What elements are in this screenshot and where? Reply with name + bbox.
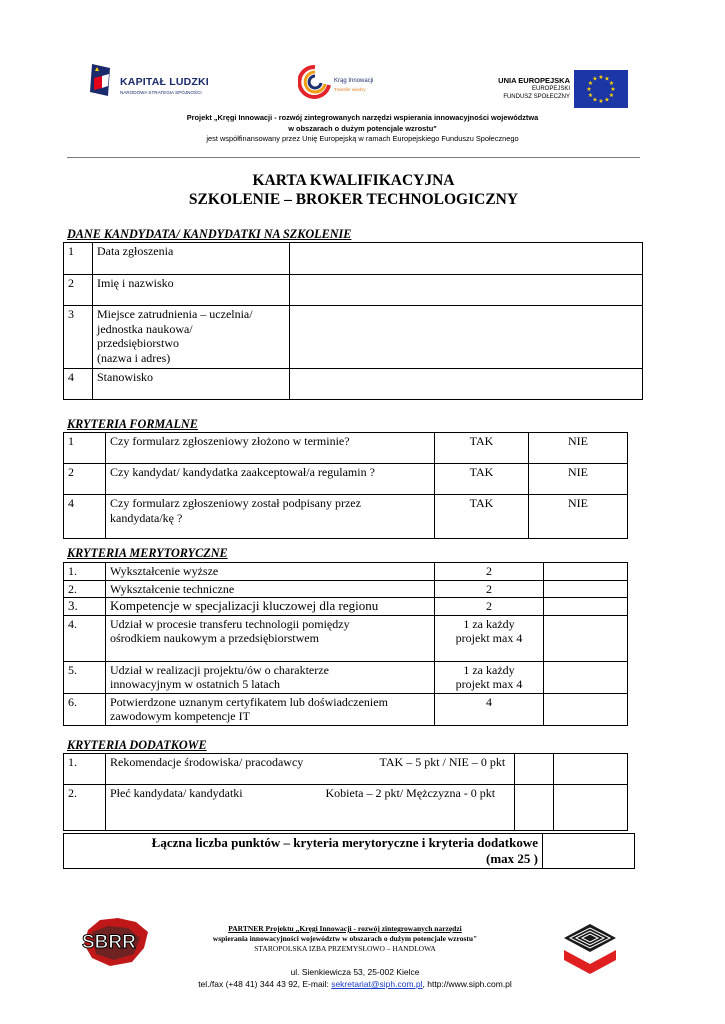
ue-fund-name (503, 86, 570, 101)
svg-text:★: ★ (587, 92, 594, 99)
total-label-line: (max 25 ) (486, 851, 538, 866)
svg-text:★: ★ (598, 98, 604, 105)
ue-fund-line1: EUROPEJSKI (531, 86, 570, 92)
row-label-line: ośrodkiem naukowym a przedsiębiorstwem (110, 631, 319, 645)
score-cell[interactable] (544, 661, 628, 693)
score-cell[interactable] (554, 754, 628, 785)
row-label (106, 495, 435, 539)
row-label: Data zgłoszenia (93, 243, 290, 275)
row-number: 5. (64, 661, 106, 693)
krag-innowacji-subtitle: Transfer wiedzy (334, 87, 366, 92)
row-label: Kompetencje w specjalizacji kluczowej dla regionu (106, 598, 435, 616)
score-cell[interactable] (554, 785, 628, 831)
answer-cell[interactable] (290, 275, 643, 306)
table-row (64, 834, 635, 869)
table-row (64, 598, 628, 616)
footer-address (150, 966, 560, 990)
formalne-table (63, 432, 628, 539)
row-number: 1 (64, 433, 106, 464)
row-number: 2. (64, 785, 106, 831)
sbrr-text: SBRR (82, 932, 136, 953)
points-line: projekt max 4 (455, 677, 523, 691)
row-label: Wykształcenie wyższe (106, 563, 435, 581)
criterion-points: Kobieta – 2 pkt/ Mężczyzna - 0 pkt (325, 786, 496, 800)
table-row (64, 785, 628, 831)
points-cell: 2 (435, 580, 544, 598)
tak-option[interactable]: TAK (435, 464, 529, 495)
row-label-line: Udział w realizacji projektu/ów o charakterze (110, 662, 329, 677)
svg-text:★: ★ (586, 86, 592, 93)
criterion-text: Płeć kandydata/ kandydatki (110, 786, 243, 800)
row-label-line: Czy formularz zgłoszeniowy został podpisany przez (110, 496, 361, 510)
row-number: 4 (64, 369, 93, 400)
row-label (106, 661, 435, 693)
row-label-line: Potwierdzone uznanym certyfikatem lub doświadczeniem (110, 694, 388, 709)
dodatkowe-table (63, 753, 628, 831)
total-label-line: Łączna liczba punktów – kryteria merytoryczne i kryteria dodatkowe (151, 835, 538, 850)
row-number: 1. (64, 563, 106, 581)
kapital-ludzki-logo (88, 62, 228, 102)
total-table (63, 833, 635, 869)
svg-text:★: ★ (608, 80, 615, 87)
dane-table (63, 242, 643, 400)
row-label (106, 615, 435, 661)
points-line: 1 za każdy (463, 662, 515, 677)
svg-text:★: ★ (598, 74, 604, 81)
svg-text:★: ★ (592, 75, 598, 83)
row-label-line: Udział w procesie transferu technologii pomiędzy (110, 616, 350, 631)
table-row (64, 661, 628, 693)
row-label-line: (nazwa i adres) (97, 350, 171, 365)
row-number: 2. (64, 580, 106, 598)
svg-text:★: ★ (592, 96, 598, 104)
row-label (93, 306, 290, 369)
sbrr-logo (78, 916, 158, 968)
row-label: Imię i nazwisko (93, 275, 290, 306)
total-label (64, 834, 543, 869)
section-heading-dane: DANE KANDYDATA/ KANDYDATKI NA SZKOLENIE (67, 227, 352, 241)
row-label (106, 785, 515, 831)
row-label-line: innowacyjnym w ostatnich 5 latach (110, 677, 280, 691)
row-label: Stanowisko (93, 369, 290, 400)
table-row (64, 275, 643, 306)
points-line: projekt max 4 (455, 631, 523, 645)
svg-text:★: ★ (587, 80, 594, 87)
siph-emblem-icon (560, 920, 620, 975)
footer-line1: PARTNER Projektu „Kręgi Innowacji - rozwój zintegrowanych narzędzi (228, 924, 462, 933)
footer-street: ul. Sienkiewicza 53, 25-002 Kielce (290, 967, 420, 977)
krag-innowacji-circle-icon (298, 63, 332, 103)
table-row (64, 580, 628, 598)
row-number: 2 (64, 464, 106, 495)
table-row (64, 495, 628, 539)
points-line: 1 za każdy (463, 616, 515, 631)
nie-option[interactable]: NIE (529, 464, 628, 495)
row-label-line: jednostka naukowa/ (97, 321, 193, 336)
svg-text:★: ★ (608, 92, 615, 99)
footer-line2: wspierania innowacyjności województw w obszarach o dużym potencjale wzrostu" (212, 934, 478, 943)
points-cell: 2 (435, 598, 544, 616)
section-heading-merytoryczne: KRYTERIA MERYTORYCZNE (67, 546, 228, 560)
tak-option[interactable]: TAK (435, 495, 529, 539)
ue-title: UNIA EUROPEJSKA (498, 76, 570, 85)
row-label-line: zawodowym kompetencje IT (110, 709, 250, 723)
score-cell[interactable] (544, 563, 628, 581)
table-row (64, 693, 628, 725)
nie-option[interactable]: NIE (529, 433, 628, 464)
header-divider (67, 157, 640, 158)
merytoryczne-table (63, 562, 628, 726)
answer-cell[interactable] (290, 243, 643, 275)
row-number: 1. (64, 754, 106, 785)
row-label: Czy formularz zgłoszeniowy złożono w terminie? (106, 433, 435, 464)
points-cell: 4 (435, 693, 544, 725)
points-cell (435, 615, 544, 661)
row-number: 3 (64, 306, 93, 369)
footer-line3: STAROPOLSKA IZBA PRZEMYSŁOWO – HANDLOWA (254, 944, 436, 953)
row-number: 3. (64, 598, 106, 616)
svg-text:★: ★ (604, 75, 610, 83)
criterion-points: TAK – 5 pkt / NIE – 0 pkt (379, 755, 506, 769)
footer-phone: tel./fax (+48 41) 344 43 92, E-mail: (198, 979, 332, 989)
siph-logo (560, 920, 620, 975)
eu-flag-icon (574, 70, 628, 108)
ue-fund-line2: FUNDUSZ SPOŁECZNY (503, 93, 570, 100)
footer-website[interactable]: , http://www.siph.com.pl (422, 979, 512, 989)
row-label (106, 754, 515, 785)
table-row (64, 563, 628, 581)
table-row (64, 369, 643, 400)
row-label-line: kandydata/kę ? (110, 510, 183, 525)
score-cell[interactable] (544, 580, 628, 598)
krag-innowacji-logo (298, 63, 388, 103)
krag-innowacji-name: Krąg Innowacji (334, 78, 374, 84)
nie-option[interactable]: NIE (529, 495, 628, 539)
kapital-ludzki-subtitle: NARODOWA STRATEGIA SPÓJNOŚCI (120, 90, 202, 95)
points-cell: 2 (435, 563, 544, 581)
section-heading-formalne: KRYTERIA FORMALNE (67, 417, 198, 431)
points-cell (435, 661, 544, 693)
page-title: KARTA KWALIFIKACYJNA (252, 172, 455, 189)
answer-cell[interactable] (290, 306, 643, 369)
score-cell[interactable] (515, 754, 554, 785)
project-line1: Projekt „Kręgi Innowacji - rozwój zintegrowanych narzędzi wspierania innowacyjności województwa (186, 113, 539, 122)
score-cell[interactable] (544, 693, 628, 725)
row-label-line: przedsiębiorstwo (97, 336, 179, 350)
row-label: Czy kandydat/ kandydatka zaakceptował/a regulamin ? (106, 464, 435, 495)
row-number: 1 (64, 243, 93, 275)
score-cell[interactable] (515, 785, 554, 831)
table-row (64, 243, 643, 275)
svg-text:★: ★ (610, 86, 616, 93)
footer-partner (150, 924, 540, 954)
footer-contact (150, 978, 560, 990)
table-row (64, 433, 628, 464)
section-heading-dodatkowe: KRYTERIA DODATKOWE (67, 738, 207, 752)
table-row (64, 464, 628, 495)
score-cell[interactable] (544, 598, 628, 616)
total-score-cell[interactable] (543, 834, 635, 869)
row-label-line: Miejsce zatrudnienia – uczelnia/ (97, 307, 253, 321)
kapital-ludzki-title: KAPITAŁ LUDZKI (120, 76, 209, 88)
project-info (80, 113, 645, 145)
table-row (64, 754, 628, 785)
row-number: 2 (64, 275, 93, 306)
row-label: Wykształcenie techniczne (106, 580, 435, 598)
svg-text:★: ★ (604, 96, 610, 104)
kapital-ludzki-flag-icon (88, 62, 114, 100)
row-label (106, 693, 435, 725)
table-row (64, 615, 628, 661)
page-subtitle: SZKOLENIE – BROKER TECHNOLOGICZNY (188, 191, 519, 208)
tak-option[interactable]: TAK (435, 433, 529, 464)
row-number: 4. (64, 615, 106, 661)
unia-europejska-logo (486, 70, 628, 110)
project-line2: w obszarach o dużym potencjale wzrostu" (288, 123, 437, 133)
row-number: 4 (64, 495, 106, 539)
answer-cell[interactable] (290, 369, 643, 400)
row-number: 6. (64, 693, 106, 725)
score-cell[interactable] (544, 615, 628, 661)
criterion-text: Rekomendacje środowiska/ pracodawcy (110, 755, 304, 769)
table-row (64, 306, 643, 369)
email-link[interactable]: sekretariat@siph.com.pl (331, 979, 423, 989)
project-line3: jest współfinansowany przez Unię Europejską w ramach Europejskiego Funduszu Społecznego (206, 134, 519, 143)
